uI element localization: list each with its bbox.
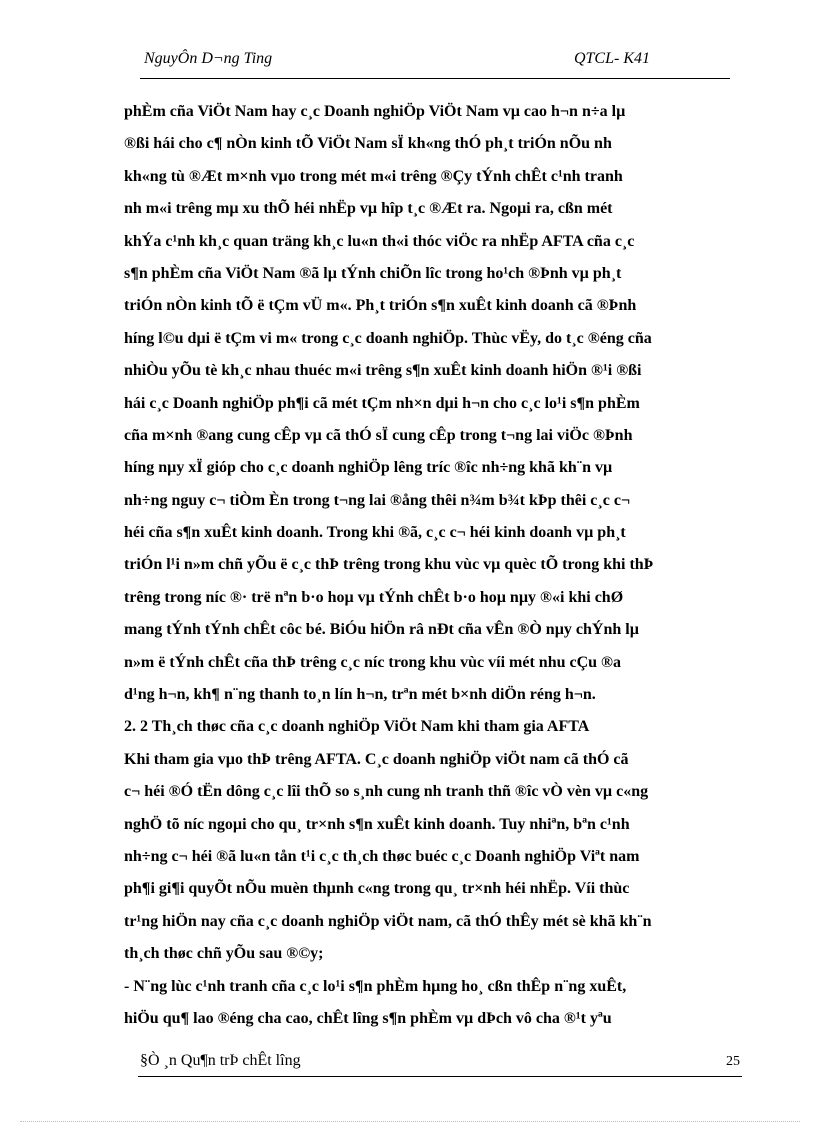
text-line: - N¨ng lùc c¹nh tranh cña c¸c lo¹i s¶n phÈm hµng ho¸ cßn thÊp n¨ng xuÊt, — [124, 977, 627, 995]
text-line: c¬ héi ®Ó tËn dông c¸c lîi thÕ so s¸nh cung nh tranh thñ ®îc vÒ vèn vµ c«ng — [124, 783, 649, 801]
text-line: ph¶i gi¶i quyÕt nÕu muèn thµnh c«ng trong qu¸ tr×nh héi nhËp. Víi thùc — [124, 880, 630, 898]
text-line: mang tÝnh tÝnh chÊt côc bé. BiÓu hiÖn râ nÐt cña vÊn ®Ò nµy chÝnh lµ — [124, 621, 639, 639]
text-line: Khi tham gia vµo thÞ trêng AFTA. C¸c doanh nghiÖp viÖt nam cã thÓ cã — [124, 750, 629, 768]
text-line: híng l©u dµi ë tÇm vi m« trong c¸c doanh nghiÖp. Thùc vËy, do t¸c ®éng cña — [124, 329, 652, 347]
text-line: tr¹ng hiÖn nay cña c¸c doanh nghiÖp viÖt nam, cã thÓ thÊy mét sè khã kh¨n — [124, 912, 652, 930]
text-line: khÝa c¹nh kh¸c quan träng kh¸c lu«n th«i thóc viÖc ra nhËp AFTA cña c¸c — [124, 232, 635, 250]
page-number: 25 — [726, 1054, 740, 1069]
text-line: d¹ng h¬n, kh¶ n¨ng thanh to¸n lín h¬n, trªn mét b×nh diÖn réng h¬n. — [124, 686, 596, 704]
text-line: nhiÒu yÕu tè kh¸c nhau thuéc m«i trêng s¶n xuÊt kinh doanh hiÖn ®¹i ®ßi — [124, 362, 642, 380]
text-line: nghÖ tõ níc ngoµi cho qu¸ tr×nh s¶n xuÊt kinh doanh. Tuy nhiªn, bªn c¹nh — [124, 815, 630, 833]
text-line: nh÷ng c¬ héi ®ã lu«n tån t¹i c¸c th¸ch thøc buéc c¸c Doanh nghiÖp Viªt nam — [124, 847, 640, 865]
text-line: phÈm cña ViÖt Nam hay c¸c Doanh nghiÖp ViÖt Nam vµ cao h¬n n÷a lµ — [124, 103, 626, 120]
header-author: NguyÔn D¬ng Ting — [144, 50, 273, 67]
text-line: nh÷ng nguy c¬ tiÒm Èn trong t¬ng lai ®ång thêi n¾m b¾t kÞp thêi c¸c c¬ — [124, 491, 631, 509]
text-line: híng nµy xÏ gióp cho c¸c doanh nghiÖp lêng tríc ®îc nh÷ng khã kh¨n vµ — [124, 459, 613, 477]
body-text — [124, 96, 774, 1035]
text-line: triÓn nÒn kinh tÕ ë tÇm vÜ m«. Ph¸t triÓn s¶n xuÊt kinh doanh cã ®Þnh — [124, 297, 637, 315]
text-line: hái c¸c Doanh nghiÖp ph¶i cã mét tÇm nh×n dµi h¬n cho c¸c lo¹i s¶n phÈm — [124, 394, 640, 412]
text-line: s¶n phÈm cña ViÖt Nam ®ã lµ tÝnh chiÕn lîc trong ho¹ch ®Þnh vµ ph¸t — [124, 264, 622, 282]
page-footer — [138, 1052, 742, 1077]
text-line: hiÖu qu¶ lao ®éng cha cao, chÊt lîng s¶n phÈm vµ dÞch vô cha ®¹t yªu — [124, 1009, 612, 1027]
footer-title: §Ò ¸n Qu¶n trÞ chÊt lîng — [140, 1052, 301, 1069]
header-course: QTCL- K41 — [573, 50, 650, 67]
text-line: kh«ng tù ®Æt m×nh vµo trong mét m«i trêng ®Çy tÝnh chÊt c¹nh tranh — [124, 167, 623, 185]
text-line: cña m×nh ®ang cung cÊp vµ cã thÓ sÏ cung cÊp trong t¬ng lai viÖc ®Þnh — [124, 426, 633, 444]
text-line: th¸ch thøc chñ yÕu sau ®©y; — [124, 945, 324, 963]
text-line: triÓn l¹i n»m chñ yÕu ë c¸c thÞ trêng trong khu vùc vµ quèc tÕ trong khi thÞ — [124, 556, 654, 574]
text-line: trêng trong níc ®· trë nªn b·o hoµ vµ tÝnh chÊt b·o hoµ nµy ®«i khi chØ — [124, 588, 624, 606]
text-line: héi cña s¶n xuÊt kinh doanh. Trong khi ®ã, c¸c c¬ héi kinh doanh vµ ph¸t — [124, 524, 626, 542]
page-edge-divider — [20, 1121, 800, 1122]
page-header — [140, 48, 730, 79]
text-line: 2. 2 Th¸ch thøc cña c¸c doanh nghiÖp ViÖt Nam khi tham gia AFTA — [124, 718, 590, 736]
text-line: n»m ë tÝnh chÊt cña thÞ trêng c¸c níc trong khu vùc víi mét nhu cÇu ®a — [124, 653, 621, 671]
text-line: nh m«i trêng mµ xu thÕ héi nhËp vµ hîp t¸c ®Æt ra. Ngoµi ra, cßn mét — [124, 200, 613, 218]
text-line: ®ßi hái cho c¶ nÒn kinh tÕ ViÖt Nam sÏ kh«ng thÓ ph¸t triÓn nÕu nh — [124, 135, 612, 153]
